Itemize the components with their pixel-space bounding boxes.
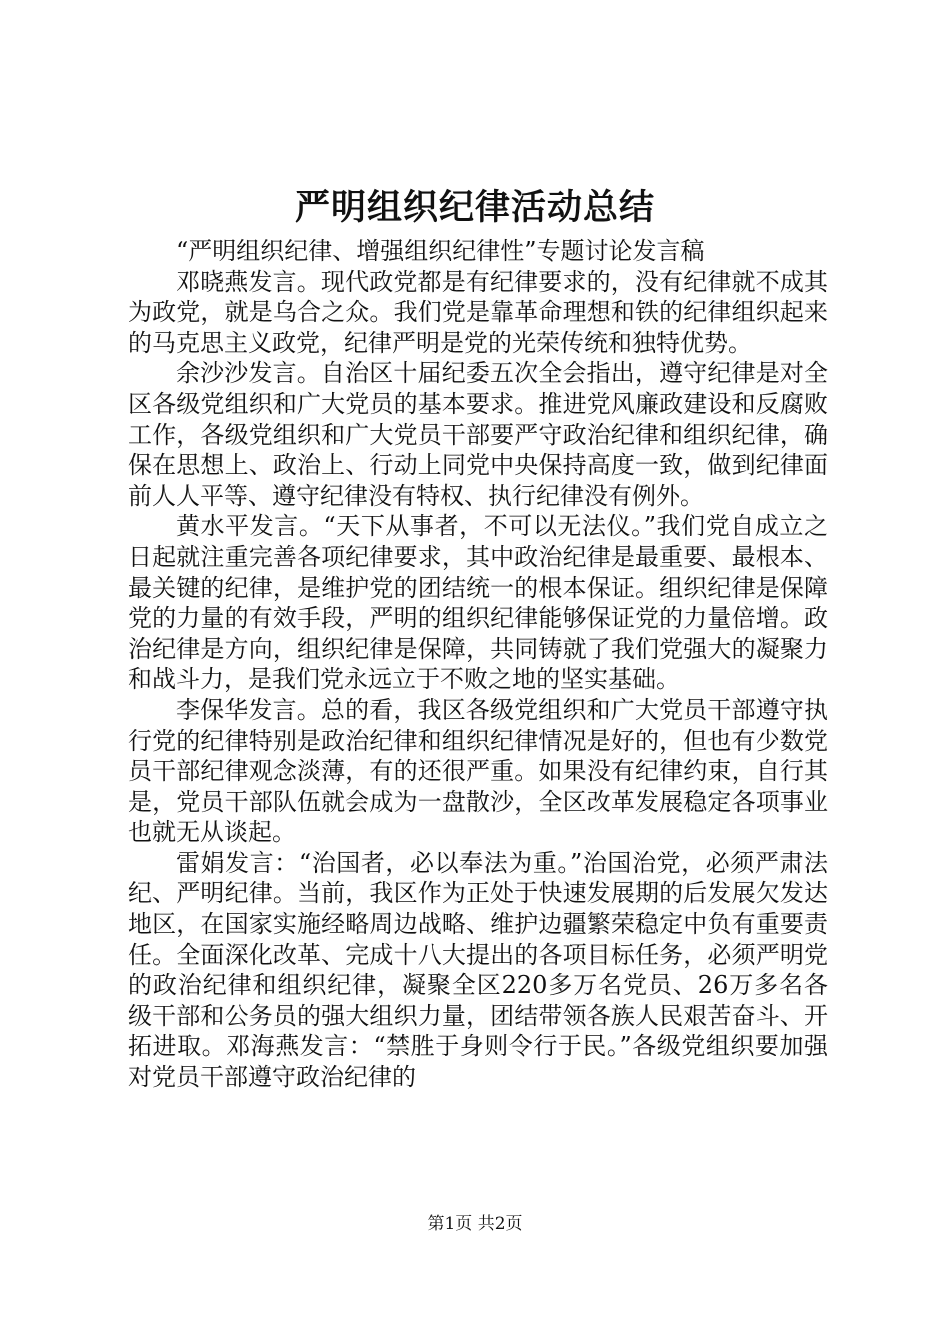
document-body bbox=[128, 236, 828, 1093]
subtitle-paragraph: “严明组织纪律、增强组织纪律性”专题讨论发言稿 bbox=[176, 237, 705, 265]
body-paragraph: 邓晓燕发言。现代政党都是有纪律要求的，没有纪律就不成其为政党，就是乌合之众。我们党是靠革命理想和铁的纪律组织起来的马克思主义政党，纪律严明是党的光荣传统和独特优势。 bbox=[128, 267, 828, 357]
document-title: 严明组织纪律活动总结 bbox=[294, 187, 655, 228]
page-footer: 第1页 共2页 bbox=[427, 1214, 523, 1234]
body-paragraph: 雷娟发言：“治国者，必以奉法为重。”治国治党，必须严肃法纪、严明纪律。当前，我区作为正处于快速发展期的后发展欠发达地区，在国家实施经略周边战略、维护边疆繁荣稳定中负有重要责任。全面深化改革、完成十八大提出的各项目标任务，必须严明党的政治纪律和组织纪律，凝聚全区220多万名党员、26万多名各级干部和公务员的强大组织力量，团结带领各族人民艰苦奋斗、开拓进取。邓海燕发言：“禁胜于身则令行于民。”各级党组织要加强对党员干部遵守政治纪律的 bbox=[128, 848, 828, 1092]
body-paragraph: 黄水平发言。“天下从事者，不可以无法仪。”我们党自成立之日起就注重完善各项纪律要求，其中政治纪律是最重要、最根本、最关键的纪律，是维护党的团结统一的根本保证。组织纪律是保障党的力量的有效手段，严明的组织纪律能够保证党的力量倍增。政治纪律是方向，组织纪律是保障，共同铸就了我们党强大的凝聚力和战斗力，是我们党永远立于不败之地的坚实基础。 bbox=[128, 512, 828, 694]
body-paragraph: 余沙沙发言。自治区十届纪委五次全会指出，遵守纪律是对全区各级党组织和广大党员的基本要求。推进党风廉政建设和反腐败工作，各级党组织和广大党员干部要严守政治纪律和组织纪律，确保在思想上、政治上、行动上同党中央保持高度一致，做到纪律面前人人平等、遵守纪律没有特权、执行纪律没有例外。 bbox=[128, 359, 828, 510]
body-paragraph: 李保华发言。总的看，我区各级党组织和广大党员干部遵守执行党的纪律特别是政治纪律和组织纪律情况是好的，但也有少数党员干部纪律观念淡薄，有的还很严重。如果没有纪律约束，自行其是，党员干部队伍就会成为一盘散沙，全区改革发展稳定各项事业也就无从谈起。 bbox=[128, 695, 828, 847]
